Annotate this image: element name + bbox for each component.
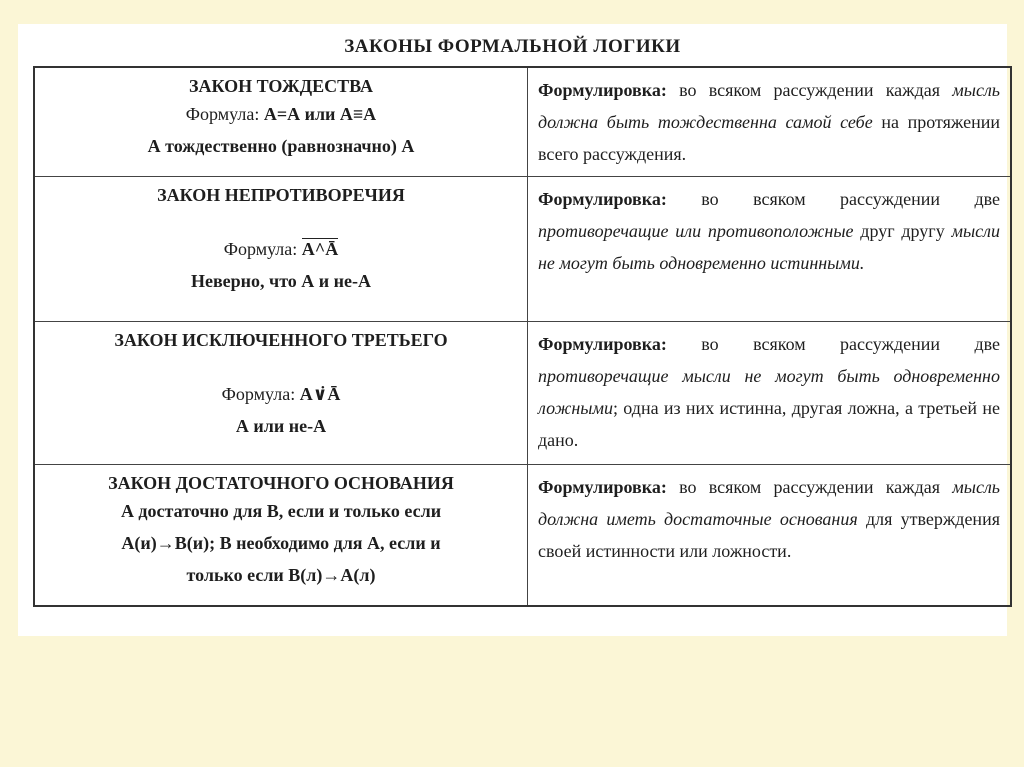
law-description: Формулировка: во всяком рассуждении каждая мысль должна иметь достаточные основания для утверждения своей истинности или ложности.	[528, 465, 1012, 607]
table-row	[34, 67, 1011, 177]
law-name: ЗАКОН НЕПРОТИВОРЕЧИЯ	[157, 185, 405, 205]
law-description: Формулировка: во всяком рассуждении каждая мысль должна быть тождественна самой себе на протяжении всего рассуждения.	[528, 67, 1012, 177]
law-name: ЗАКОН ТОЖДЕСТВА	[189, 76, 373, 96]
law-cell	[34, 322, 528, 465]
table-row	[34, 465, 1011, 607]
law-description: Формулировка: во всяком рассуждении две противоречащие мысли не могут быть одновременно ложными; одна из них истинна, другая ложна, а третьей не дано.	[528, 322, 1012, 465]
law-definition-line: только если В(л)→А(л)	[186, 565, 376, 585]
laws-table	[33, 66, 1012, 607]
table-row	[34, 177, 1011, 322]
law-name: ЗАКОН ИСКЛЮЧЕННОГО ТРЕТЬЕГО	[114, 330, 448, 350]
law-definition-line: А достаточно для В, если и только если	[120, 501, 442, 521]
law-definition-line: А(и)→В(и); В необходимо для А, если и	[121, 533, 441, 553]
law-cell	[34, 177, 528, 322]
law-description: Формулировка: во всяком рассуждении две противоречащие или противоположные друг другу мысли не могут быть одновременно истинными.	[528, 177, 1012, 322]
law-note: Неверно, что А и не-А	[190, 271, 372, 291]
document-title: ЗАКОНЫ ФОРМАЛЬНОЙ ЛОГИКИ	[344, 36, 681, 57]
law-name: ЗАКОН ДОСТАТОЧНОГО ОСНОВАНИЯ	[108, 473, 454, 493]
table-row	[34, 322, 1011, 465]
document-sheet	[18, 24, 1007, 636]
law-cell	[34, 465, 528, 607]
law-note: А или не-А	[235, 416, 327, 436]
law-note: А тождественно (равнозначно) А	[147, 136, 415, 156]
law-formula: Формула: А∨̇Ā	[221, 384, 341, 404]
law-cell	[34, 67, 528, 177]
law-formula: Формула: А=А или А≡А	[185, 104, 377, 124]
law-formula: Формула: А^Ā	[45, 233, 517, 265]
